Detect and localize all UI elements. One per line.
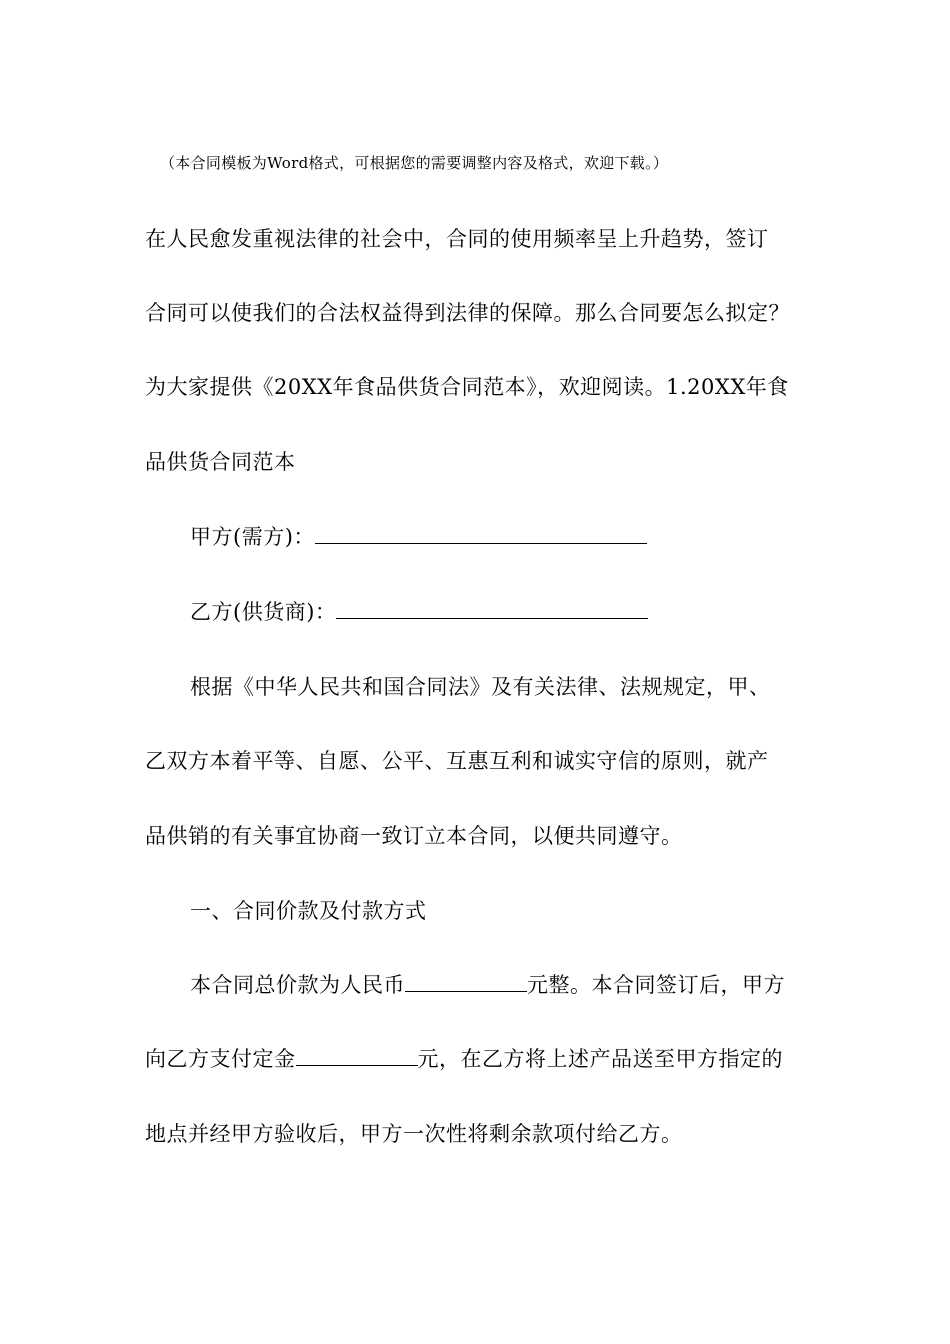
price-line-2-after: 元，在乙方将上述产品送至甲方指定的 [417, 1047, 783, 1071]
party-a-blank [315, 525, 647, 544]
intro-line-1: 在人民愈发重视法律的社会中，合同的使用频率呈上升趋势，签订 [145, 227, 769, 251]
party-b-label: 乙方(供货商)： [190, 600, 337, 624]
price-line-2 [145, 1044, 783, 1074]
price-line-2-before: 向乙方支付定金 [145, 1047, 296, 1071]
party-a-line [190, 522, 647, 552]
section-1-title: 一、合同价款及付款方式 [190, 899, 427, 923]
price-line-3: 地点并经甲方验收后，甲方一次性将剩余款项付给乙方。 [145, 1122, 683, 1146]
intro-line-3: 为大家提供《20XX年食品供货合同范本》，欢迎阅读。1.20XX年食 [145, 375, 789, 399]
total-price-blank [405, 973, 527, 992]
deposit-blank [296, 1047, 418, 1066]
price-line-1-after: 元整。本合同签订后，甲方 [527, 973, 785, 997]
basis-line-1: 根据《中华人民共和国合同法》及有关法律、法规规定，甲、 [190, 675, 771, 699]
party-b-blank [336, 600, 648, 619]
intro-line-2: 合同可以使我们的合法权益得到法律的保障。那么合同要怎么拟定？ [145, 301, 790, 325]
party-b-line [190, 597, 648, 627]
price-line-1-before: 本合同总价款为人民币 [190, 973, 405, 997]
party-a-label: 甲方(需方)： [190, 525, 315, 549]
template-note: （本合同模板为Word格式，可根据您的需要调整内容及格式，欢迎下载。） [160, 154, 669, 172]
basis-line-3: 品供销的有关事宜协商一致订立本合同，以便共同遵守。 [145, 824, 683, 848]
intro-line-4: 品供货合同范本 [145, 450, 296, 474]
price-line-1 [190, 970, 785, 1000]
basis-line-2: 乙双方本着平等、自愿、公平、互惠互利和诚实守信的原则，就产 [145, 749, 769, 773]
